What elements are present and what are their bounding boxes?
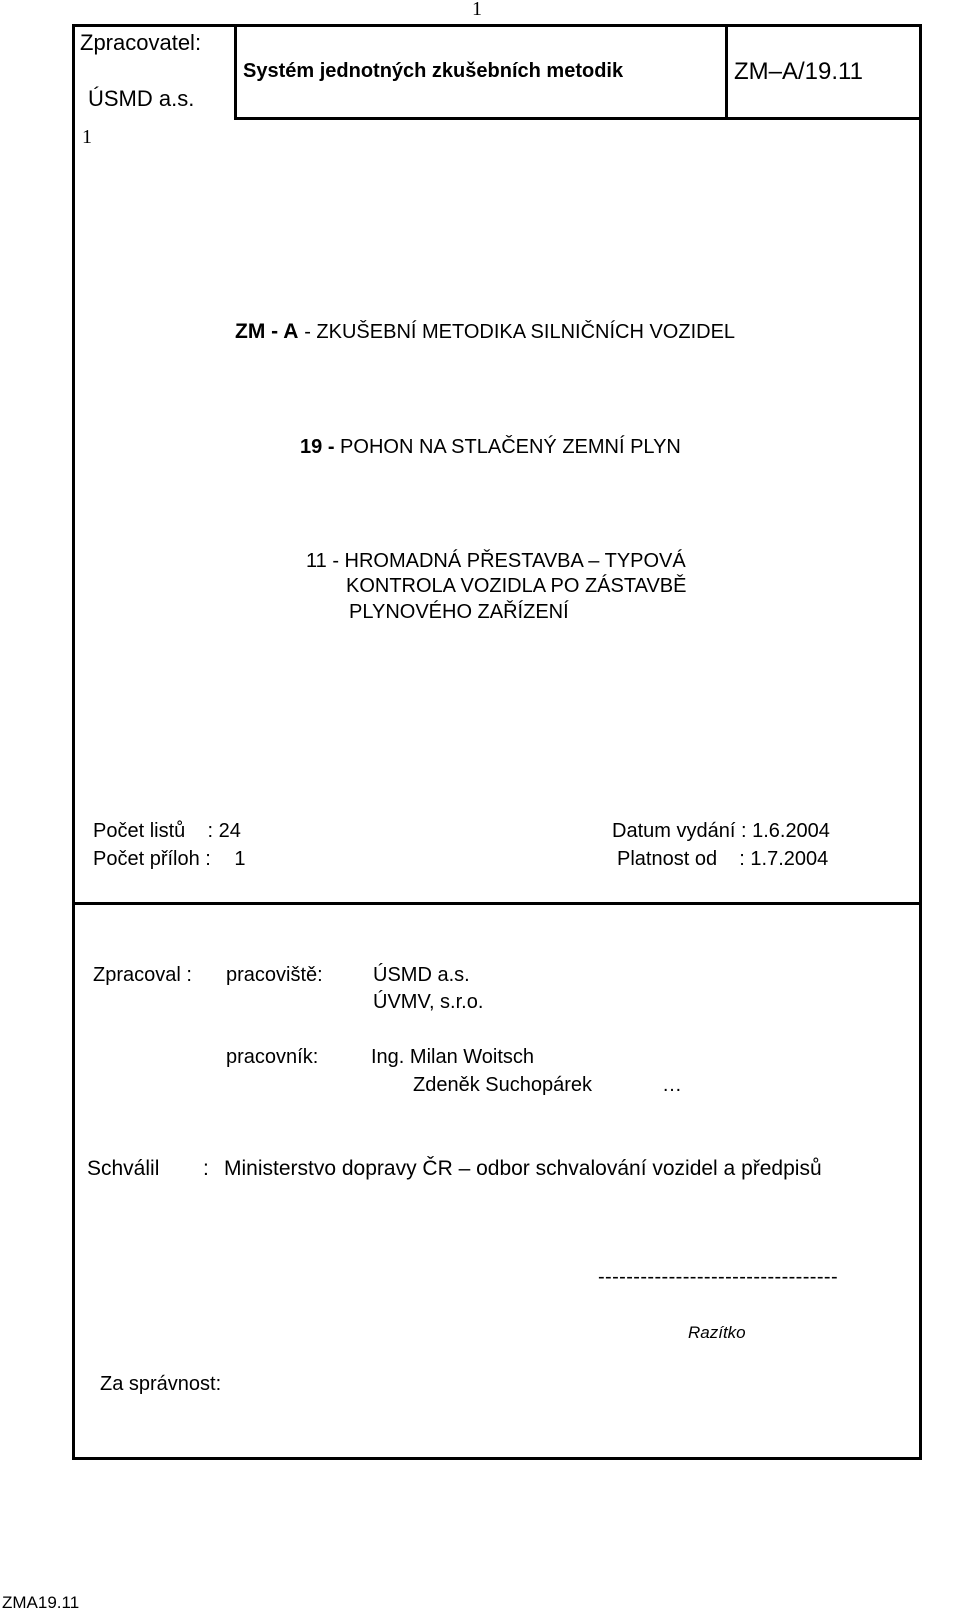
title-propulsion: POHON NA STLAČENÝ ZEMNÍ PLYN	[340, 436, 681, 458]
footer-code: ZMA19.11	[2, 1593, 80, 1612]
approval-value: Ministerstvo dopravy ČR – odbor schvalování vozidel a předpisů	[224, 1157, 822, 1180]
prepared-label: Zpracoval :	[93, 964, 192, 986]
correctness-label: Za správnost:	[100, 1373, 222, 1395]
title-prefix: ZM - A	[235, 320, 299, 343]
title-line-2	[300, 436, 681, 459]
author-org: ÚSMD a.s.	[88, 86, 195, 111]
approval-colon: :	[203, 1157, 209, 1180]
sub-number: 1	[82, 126, 92, 148]
system-title: Systém jednotných zkušebních metodik	[243, 60, 624, 82]
header-divider-right	[725, 24, 728, 120]
sheets-count	[93, 820, 241, 843]
title-dash: -	[327, 436, 335, 458]
worker-2: Zdeněk Suchopárek	[413, 1074, 593, 1096]
workplace-label: pracoviště:	[226, 964, 323, 986]
header-bottom-line	[234, 117, 922, 120]
title-line-5: PLYNOVÉHO ZAŘÍZENÍ	[349, 601, 569, 623]
header-divider-left	[234, 24, 237, 120]
author-label: Zpracovatel:	[80, 30, 202, 55]
valid-from	[617, 848, 828, 871]
attachments-label: Počet příloh :	[93, 848, 211, 870]
sheets-label: Počet listů :	[93, 820, 214, 842]
workplace-2: ÚVMV, s.r.o.	[373, 991, 484, 1013]
title-line-3: 11 - HROMADNÁ PŘESTAVBA – TYPOVÁ	[306, 550, 686, 572]
approval-label: Schválil	[87, 1157, 160, 1180]
sheets-value: 24	[218, 820, 241, 842]
document-frame	[72, 24, 922, 1460]
title-line-4: KONTROLA VOZIDLA PO ZÁSTAVBĚ	[346, 575, 687, 597]
stamp-label: Razítko	[688, 1323, 746, 1342]
stamp-line: ----------------------------------	[598, 1266, 839, 1288]
attachments-value: 1	[234, 848, 246, 870]
title-line-1	[235, 320, 735, 344]
worker-1: Ing. Milan Woitsch	[371, 1046, 535, 1068]
valid-value: 1.7.2004	[750, 848, 829, 870]
worker-label: pracovník:	[226, 1046, 319, 1068]
title-methodology: - ZKUŠEBNÍ METODIKA SILNIČNÍCH VOZIDEL	[304, 321, 736, 343]
info-separator	[72, 902, 922, 905]
issue-value: 1.6.2004	[752, 820, 830, 842]
worker-ellipsis: …	[662, 1074, 682, 1096]
valid-label: Platnost od :	[617, 848, 745, 870]
attachments-count	[93, 848, 246, 871]
page-number: 1	[472, 0, 482, 20]
issue-date	[612, 820, 830, 843]
title-number: 19	[300, 436, 323, 458]
workplace-1: ÚSMD a.s.	[373, 964, 470, 986]
issue-label: Datum vydání :	[612, 820, 747, 842]
document-code: ZM–A/19.11	[734, 58, 863, 85]
